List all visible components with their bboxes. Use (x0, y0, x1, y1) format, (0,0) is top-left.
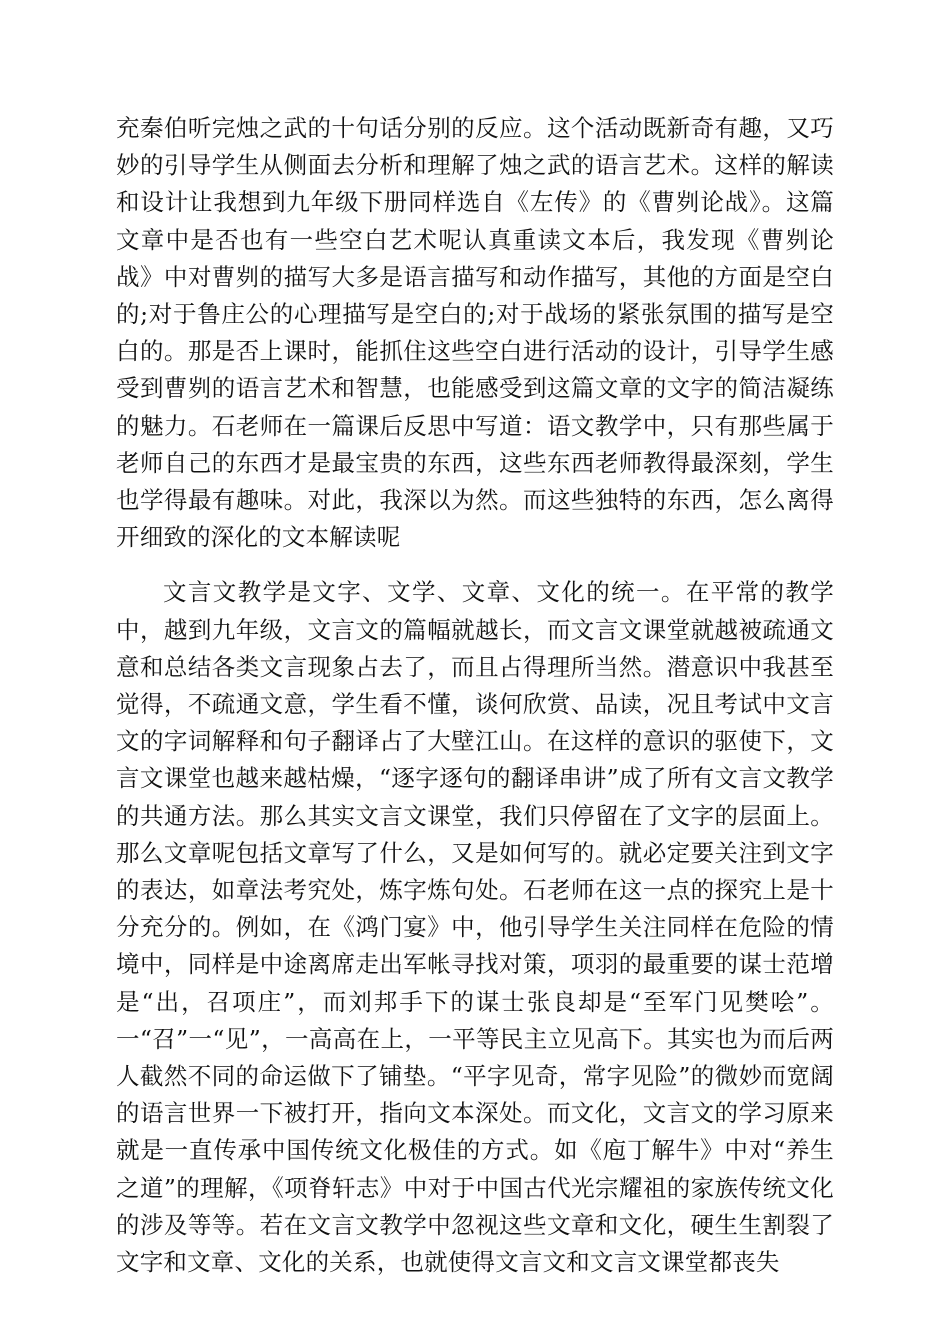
document-page (116, 110, 834, 1281)
paragraph-continuation: 充秦伯听完烛之武的十句话分别的反应。这个活动既新奇有趣，又巧妙的引导学生从侧面去分析和理解了烛之武的语言艺术。这样的解读和设计让我想到九年级下册同样选自《左传》的《曹刿论战》。这篇文章中是否也有一些空白艺术呢认真重读文本后，我发现《曹刿论战》中对曹刿的描写大多是语言描写和动作描写，其他的方面是空白的;对于鲁庄公的心理描写是空白的;对于战场的紧张氛围的描写是空白的。那是否上课时，能抓住这些空白进行活动的设计，引导学生感受到曹刿的语言艺术和智慧，也能感受到这篇文章的文字的简洁凝练的魅力。石老师在一篇课后反思中写道：语文教学中，只有那些属于老师自己的东西才是最宝贵的东西，这些东西老师教得最深刻，学生也学得最有趣味。对此，我深以为然。而这些独特的东西，怎么离得开细致的深化的文本解读呢 (116, 114, 834, 552)
paragraph-classical-chinese-teaching: 文言文教学是文字、文学、文章、文化的统一。在平常的教学中，越到九年级，文言文的篇幅就越长，而文言文课堂就越被疏通文意和总结各类文言现象占去了，而且占得理所当然。潜意识中我甚至觉得，不疏通文意，学生看不懂，谈何欣赏、品读，况且考试中文言文的字词解释和句子翻译占了大壁江山。在这样的意识的驱使下，文言文课堂也越来越枯燥，“逐字逐句的翻译串讲”成了所有文言文教学的共通方法。那么其实文言文课堂，我们只停留在了文字的层面上。那么文章呢包括文章写了什么，又是如何写的。就必定要关注到文字的表达，如章法考究处，炼字炼句处。石老师在这一点的探究上是十分充分的。例如，在《鸿门宴》中，他引导学生关注同样在危险的情境中，同样是中途离席走出军帐寻找对策，项羽的最重要的谋士范增是“出，召项庄”，而刘邦手下的谋士张良却是“至军门见樊哙”。一“召”一“见”，一高高在上，一平等民主立见高下。其实也为而后两人截然不同的命运做下了铺垫。“平字见奇，常字见险”的微妙而宽阔的语言世界一下被打开，指向文本深处。而文化，文言文的学习原来就是一直传承中国传统文化极佳的方式。如《庖丁解牛》中对“养生之道”的理解，《项脊轩志》中对于中国古代光宗耀祖的家族传统文化的涉及等等。若在文言文教学中忽视这些文章和文化，硬生生割裂了文字和文章、文化的关系，也就使得文言文和文言文课堂都丧失 (116, 578, 834, 1277)
